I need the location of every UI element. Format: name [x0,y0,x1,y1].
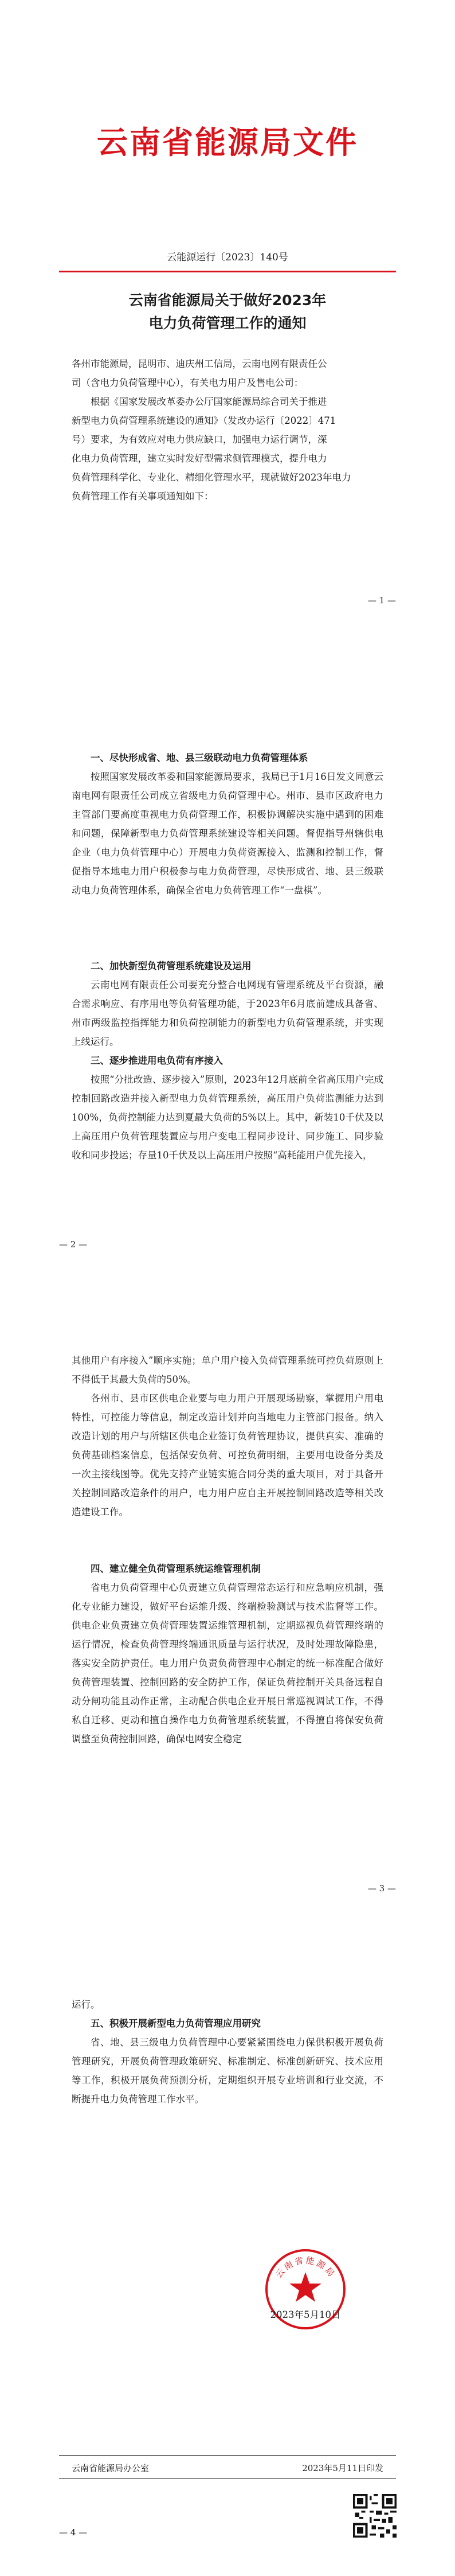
qr-code-icon [353,2494,397,2538]
document-title-line-1: 云南省能源局关于做好2023年 [128,292,327,309]
red-divider [59,271,396,272]
page-3 [0,1288,455,1932]
page-number: — 1 — [367,595,396,606]
section-3-paragraph: 按照“分批改造、逐步接入”原则，2023年12月底前全省高压用户完成控制回路改造并接入新型电力负荷管理系统，高压用户负荷监测能力达到100%，负荷控制能力达到夏最大负荷的5%以上。其中，新装10千伏及以上高压用户负荷管理装置应与用户变电工程同步设计、同步施工、同步验收和同步投运；存量10千伏及以上高压用户按照“高耗能用户优先接入， [72,1074,383,1161]
page-2 [0,644,455,1288]
intro-line-2: 新型电力负荷管理系统建设的通知》（发改办运行〔2022〕471 [72,415,336,426]
page-4 [0,1932,455,2576]
section-3-paragraph-2: 各州市、县市区供电企业要与电力用户开展现场勘察，掌握用户用电特性，可控能力等信息，制定改造计划并向当地电力主管部门报备。纳入改造计划的用户与所辖区供电企业签订负荷管理协议，提供真实、准确的负荷基础档案信息，包括保安负荷、可控负荷明细，主要用电设备分类及一次主接线图等。优先支持产业链实施合同分类的重大项目，对于具备开关控制回路改造条件的用户，电力用户应自主开展控制回路改造等相关改造建设工作。 [72,1393,383,1517]
document-title-line-2: 电力负荷管理工作的通知 [148,315,307,331]
section-5-heading: 五、积极开展新型电力负荷管理应用研究 [91,2018,261,2029]
intro-line-4: 化电力负荷管理，建立实时发好型需求侧管理模式，提升电力 [72,453,327,464]
section-4-continuation: 运行。 [72,1999,100,2010]
issuing-office: 云南省能源局办公室 [72,2463,150,2473]
addressee-line-2: 司（含电力负荷管理中心），有关电力用户及售电公司： [72,377,304,388]
signing-date: 2023年5月10日 [270,2309,341,2320]
section-2-paragraph: 云南电网有限责任公司要充分整合电网现有管理系统及平台资源，融合需求响应、有序用电等负荷管理功能，于2023年6月底前建成具备省、州市两级监控指挥能力和负荷控制能力的新型电力负荷管理系统，并实现上线运行。 [72,979,383,1047]
section-3-heading: 三、逐步推进用电负荷有序接入 [91,1055,223,1066]
intro-line-5: 负荷管理科学化、专业化、精细化管理水平，现就做好2023年电力 [72,472,351,483]
page-number: — 2 — [59,1239,88,1250]
seal-text: 云南省能源局 [273,2255,338,2280]
document-header-title: 云南省能源局文件 [97,124,358,161]
intro-line-1: 根据《国家发展改革委办公厅国家能源局综合司关于推进 [91,396,327,407]
print-date: 2023年5月11日印发 [302,2463,383,2473]
section-5-paragraph: 省、地、县三级电力负荷管理中心要紧紧围绕电力保供积极开展负荷管理研究，开展负荷管理政策研究、标准制定、标准创新研究、技术应用等工作，积极开展负荷预测分析，定期组织开展专业培训和行业交流，不断提升电力负荷管理工作水平。 [72,2037,383,2105]
page-number: — 4 — [59,2527,88,2538]
footer-top-rule [59,2455,396,2456]
footer-bottom-rule [59,2478,396,2479]
document-number: 云能源运行〔2023〕140号 [167,252,288,263]
section-4-paragraph: 省电力负荷管理中心负责建立负荷管理常态运行和应急响应机制，强化专业能力建设，做好平台运维升级、终端检验测试与技术监督等工作。供电企业负责建立负荷管理装置运维管理机制，定期巡视负荷管理终端的运行情况，检查负荷管理终端通讯质量与运行状况，及时处理故障隐患，落实安全防护责任。电力用户负责负荷管理中心制定的统一标准配合做好负荷管理装置、控制回路的安全防护工作，保证负荷控制开关具备远程自动分闸功能且动作正常，主动配合供电企业开展日常巡视调试工作，不得私自迁移、更动和擅自操作电力负荷管理系统装置，不得擅自将保安负荷调整至负荷控制回路，确保电网安全稳定 [72,1582,383,1744]
addressee-line-1: 各州市能源局，昆明市、迪庆州工信局，云南电网有限责任公 [72,358,327,369]
section-1-heading: 一、尽快形成省、地、县三级联动电力负荷管理体系 [91,752,308,763]
section-4-heading: 四、建立健全负荷管理系统运维管理机制 [91,1563,261,1574]
section-1-paragraph: 按照国家发展改革委和国家能源局要求，我局已于1月16日发文同意云南电网有限责任公司成立省级电力负荷管理中心。州市、县市区政府电力主管部门要高度重视电力负荷管理工作，积极协调解决实施中遇到的困难和问题，保障新型电力负荷管理系统建设等相关问题。督促指导州辖供电企业（电力负荷管理中心）开展电力负荷资源接入、监测和控制工作，督促指导本地电力用户积极参与电力负荷管理，尽快形成省、地、县三级联动电力负荷管理体系，确保全省电力负荷管理工作“一盘棋”。 [72,771,383,896]
page-number: — 3 — [367,1883,396,1894]
intro-line-6: 负荷管理工作有关事项通知如下： [72,491,214,502]
intro-line-3: 号）要求，为有效应对电力供应缺口，加强电力运行调节，深 [72,434,327,445]
section-3-continuation: 其他用户有序接入”顺序实施；单户用户接入负荷管理系统可控负荷原则上不得低于其最大负荷的50%。 [72,1355,383,1385]
page-1 [0,0,455,644]
section-2-heading: 二、加快新型负荷管理系统建设及运用 [91,961,252,971]
